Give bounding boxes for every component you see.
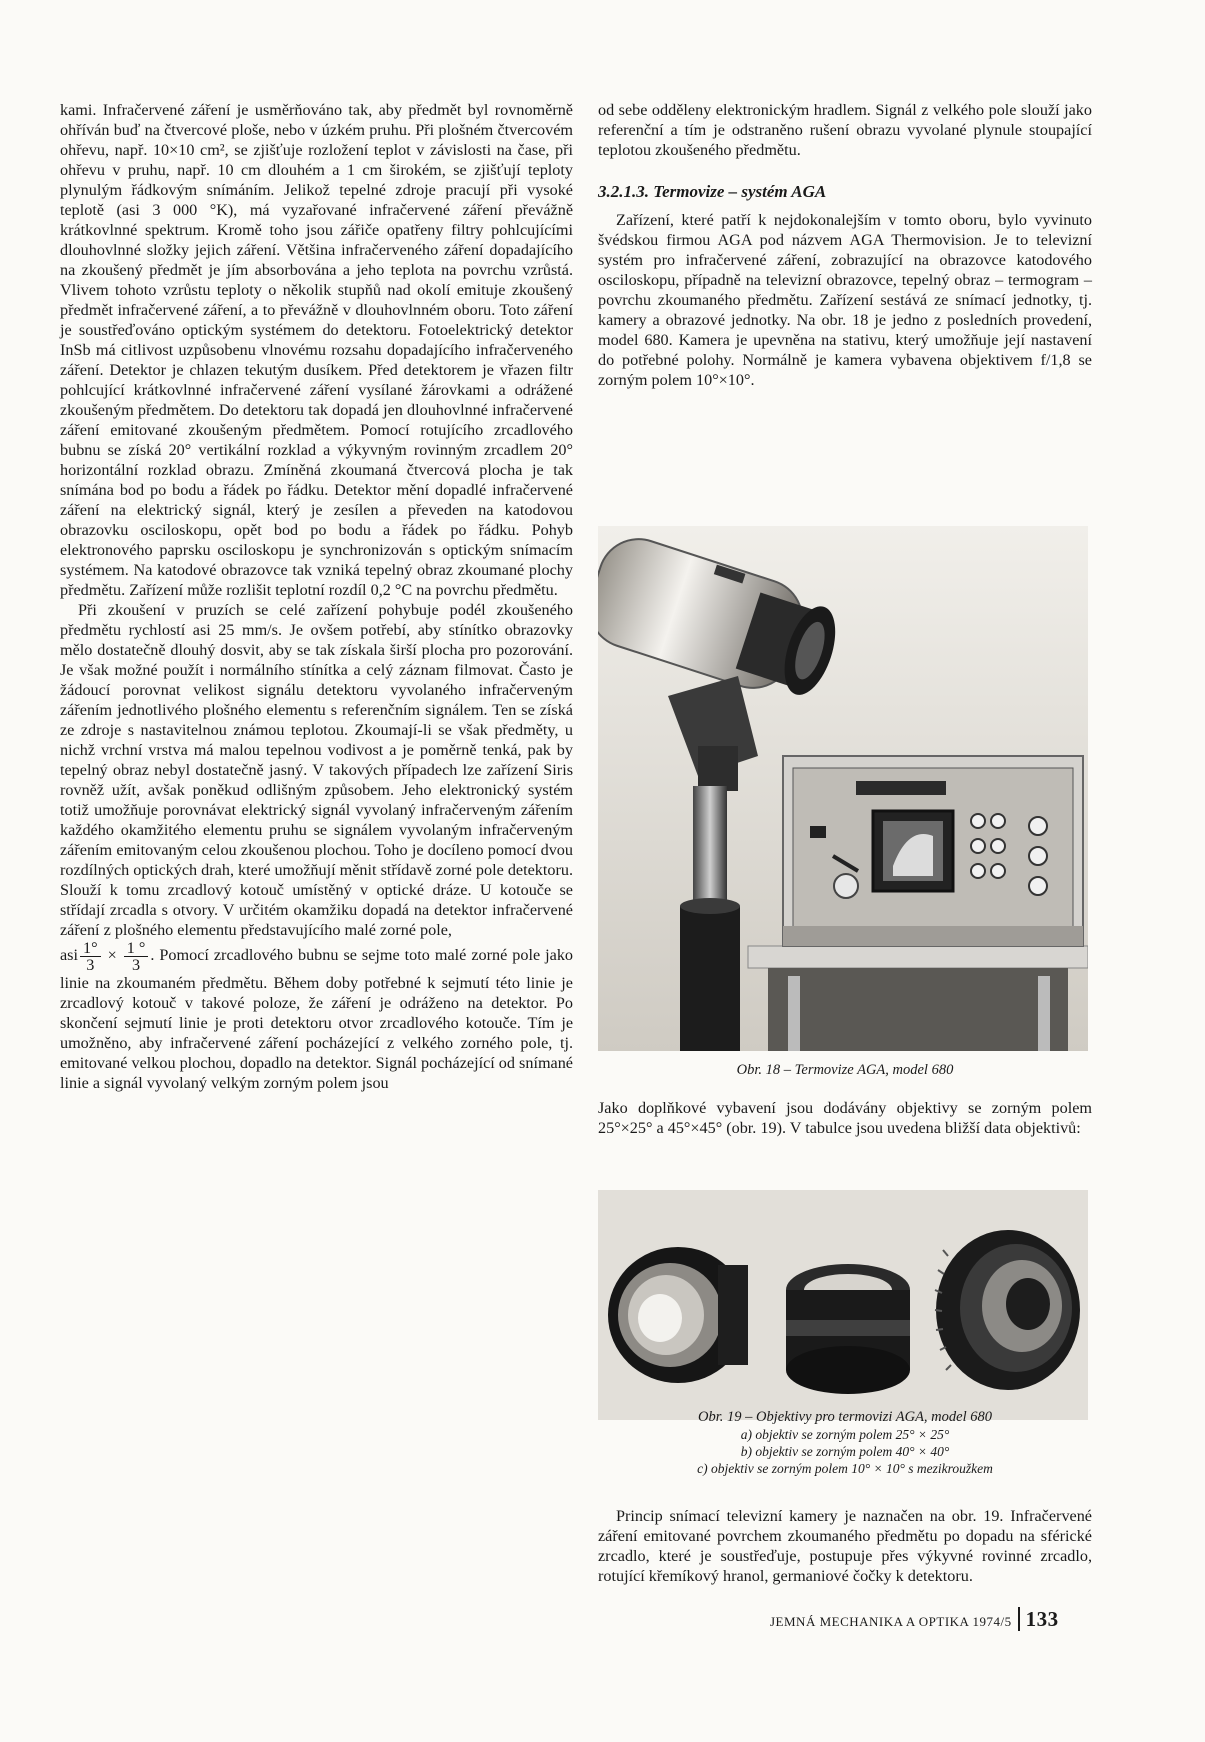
times-sign: ×	[107, 946, 117, 965]
figure-19-title: Obr. 19 – Objektivy pro termovizi AGA, model 680	[698, 1409, 992, 1425]
figure-18-caption: Obr. 18 – Termovize AGA, model 680	[736, 1062, 954, 1078]
figure-19-item-c: c) objektiv se zorným polem 10° × 10° s mezikroužkem	[697, 1461, 993, 1476]
right-column	[598, 100, 1092, 390]
fraction-1-num: 1°	[80, 940, 101, 957]
page-footer	[770, 1607, 1100, 1632]
right-paragraph-2: Zařízení, které patří k nejdokonalejším v tomto oboru, bylo vyvinuto švédskou firmou AGA pod názvem AGA Thermovision. Je to televizní systém pro infračervené záření, zobrazující na obrazovce katodového osciloskopu, případně na televizní obrazovce, tepelný obraz – termogram – povrchu zkoumaného předmětu. Zařízení sestává ze snímací jednotky, tj. kamery a obrazové jednotky. Na obr. 18 je jedno z posledních provedení, model 680. Kamera je upevněna na stativu, který umožňuje její nastavení do potřebné polohy. Normálně je kamera vybavena objektivem f/1,8 se zorným polem 10°×10°.	[598, 211, 1092, 389]
right-paragraph-3: Jako doplňkové vybavení jsou dodávány objektivy se zorným polem 25°×25° a 45°×45° (obr. 19). V tabulce jsou uvedena bližší data objektivů:	[598, 1099, 1092, 1137]
section-heading: 3.2.1.3. Termovize – systém AGA	[598, 182, 827, 201]
right-paragraph-4: Princip snímací televizní kamery je naznačen na obr. 19. Infračervené záření emitované povrchem zkoumaného předmětu po dopadu na sférické zrcadlo, které je soustřeďuje, postupuje přes výkyvné rovinné zrcadlo, rotující křemíkový hranol, germaniové čočky k detektoru.	[598, 1507, 1092, 1585]
left-paragraph-1: kami. Infračervené záření je usměrňováno tak, aby předmět byl rovnoměrně ohříván buď na čtvercové ploše, nebo v úzkém pruhu. Při plošném čtvercovém ohřevu, např. 10×10 cm², se zjišťuje rozložení teplot v závislosti na čase, při ohřevu v pruhu, např. 10 cm dlouhém a 1 cm širokém, se zjišťují teploty plynulým řádkovým snímáním. Jelikož tepelné zdroje pracují při vysoké teplotě (asi 3 000 °K), má vyzařované infračervené záření převážně krátkovlnné spektrum. Kromě toho jsou zářiče opatřeny filtry pohlcujícími dlouhovlnné složky jejich záření. Většina infračerveného záření dopadajícího na zkoušený předmět je jím absorbována a jeho teplota na povrchu vzrůstá. Vlivem tohoto vzrůstu teploty o několik stupňů nad okolí emituje zkoušený předmět infračervené záření, a to převážně v dlouhovlnném oboru. Toto záření je soustřeďováno optickým systémem do detektoru. Fotoelektrický detektor InSb má citlivost uzpůsobenu vlnovému rozsahu dopadajícího infračerveného záření. Detektor je chlazen tekutým dusíkem. Před detektorem je vřazen filtr pohlcující krátkovlnné infračervené záření vysílané žárovkami a odrážené zkoušeným předmětem. Do detektoru tak dopadá jen dlouhovlnné infračervené záření emitované zkoušeným předmětem. Pomocí rotujícího zrcadlového bubnu se získá 20° vertikální rozklad a výkyvným rovinným zrcadlem 20° horizontální rozklad obrazu. Zmíněná zkoumaná čtvercová plocha je tak snímána bod po bodu a řádek po řádku. Detektor mění dopadlé infračervené záření na elektrický signál, který je zesílen a převeden na katodovou obrazovku osciloskopu, opět bod po bodu a řádek po řádku. Pohyb elektronového paprsku osciloskopu je synchronizován s optickým snímacím systémem. Na katodové obrazovce tak vzniká tepelný obraz zkoumané plochy předmětu. Zařízení může rozlišit teplotní rozdíl 0,2 °C na povrchu předmětu.	[60, 101, 573, 599]
fraction-2	[124, 940, 149, 973]
fraction-1	[80, 940, 101, 973]
lenses-photo	[598, 1190, 1088, 1420]
journal-name: JEMNÁ MECHANIKA A OPTIKA 1974/5	[770, 1614, 1012, 1629]
fraction-2-den: 3	[132, 956, 141, 974]
left-paragraph-2-cont: . Pomocí zrcadlového bubnu se sejme toto malé zorné pole jako linie na zkoumaném předmětu. Během doby potřebné k sejmutí této linie je zrcadlový kotouč v takové poloze, že záření je odráženo na detektor. Po skončení sejmutí linie je proti detektoru otvor zrcadlového kotouče. Tím je umožněno, aby infračervené záření pocházející z velkého zorného pole, tj. emitované velkou plochou, dopadlo na detektor. Signál pocházející od snímané linie a signál vyvolaný velkým zorným polem jsou	[60, 946, 574, 1092]
fraction-1-den: 3	[86, 956, 95, 974]
fraction-2-num: 1 °	[124, 940, 149, 957]
figure-19-caption	[598, 1408, 1092, 1477]
fraction-prefix: asi	[60, 946, 78, 965]
page-number: 133	[1018, 1607, 1059, 1631]
left-paragraph-2-fraction	[60, 940, 573, 1093]
figure-19-item-b: b) objektiv se zorným polem 40° × 40°	[740, 1444, 950, 1459]
thermovision-camera-photo	[598, 526, 1088, 1051]
left-column	[60, 100, 573, 1093]
figure-19-item-a: a) objektiv se zorným polem 25° × 25°	[740, 1427, 950, 1442]
right-paragraph-1: od sebe odděleny elektronickým hradlem. Signál z velkého pole slouží jako referenční a tím je odstraněno rušení obrazu vyvolané plynule stoupající teplotou zkoušeného předmětu.	[598, 101, 1092, 159]
left-paragraph-2: Při zkoušení v pruzích se celé zařízení pohybuje podél zkoušeného předmětu rychlostí asi 25 mm/s. Je ovšem potřebí, aby stínítko obrazovky mělo dostatečně dlouhý dosvit, aby se tak získala širší plocha pro pozorování. Je však možné použít i normálního stínítka a celý záznam filmovat. Často je žádoucí porovnat velikost signálu detektoru vyvolaného infračerveným zářením jednotlivého plošného elementu s referenčním signálem. Ten se získá ze zdroje s nastavitelnou známou teplotou. Zkoumají-li se však předměty, u nichž vrchní vrstva má malou tepelnou vodivost a je poměrně tenká, pak by tepelný obraz nebyl dostatečně jasný. V takových případech lze zařízení Siris rovněž užít, avšak poněkud odlišným způsobem. Jeho elektronický systém totiž umožňuje porovnávat elektrický signál vyvolaný infračerveným zářením každého okamžitého elementu pruhu se signálem vyvolaným infračerveným zářením emitovaným celou zkoušenou plochou. Toho je docíleno pomocí dvou rozdílných optických drah, které umožňují měnit střídavě zorné pole detektoru. Slouží k tomu zrcadlový kotouč umístěný v optické dráze. U kotouče se střídají zrcadla s otvory. V určitém okamžiku dopadá na detektor infračervené záření z plošného elementu představujícího malé zorné pole,	[60, 601, 573, 939]
